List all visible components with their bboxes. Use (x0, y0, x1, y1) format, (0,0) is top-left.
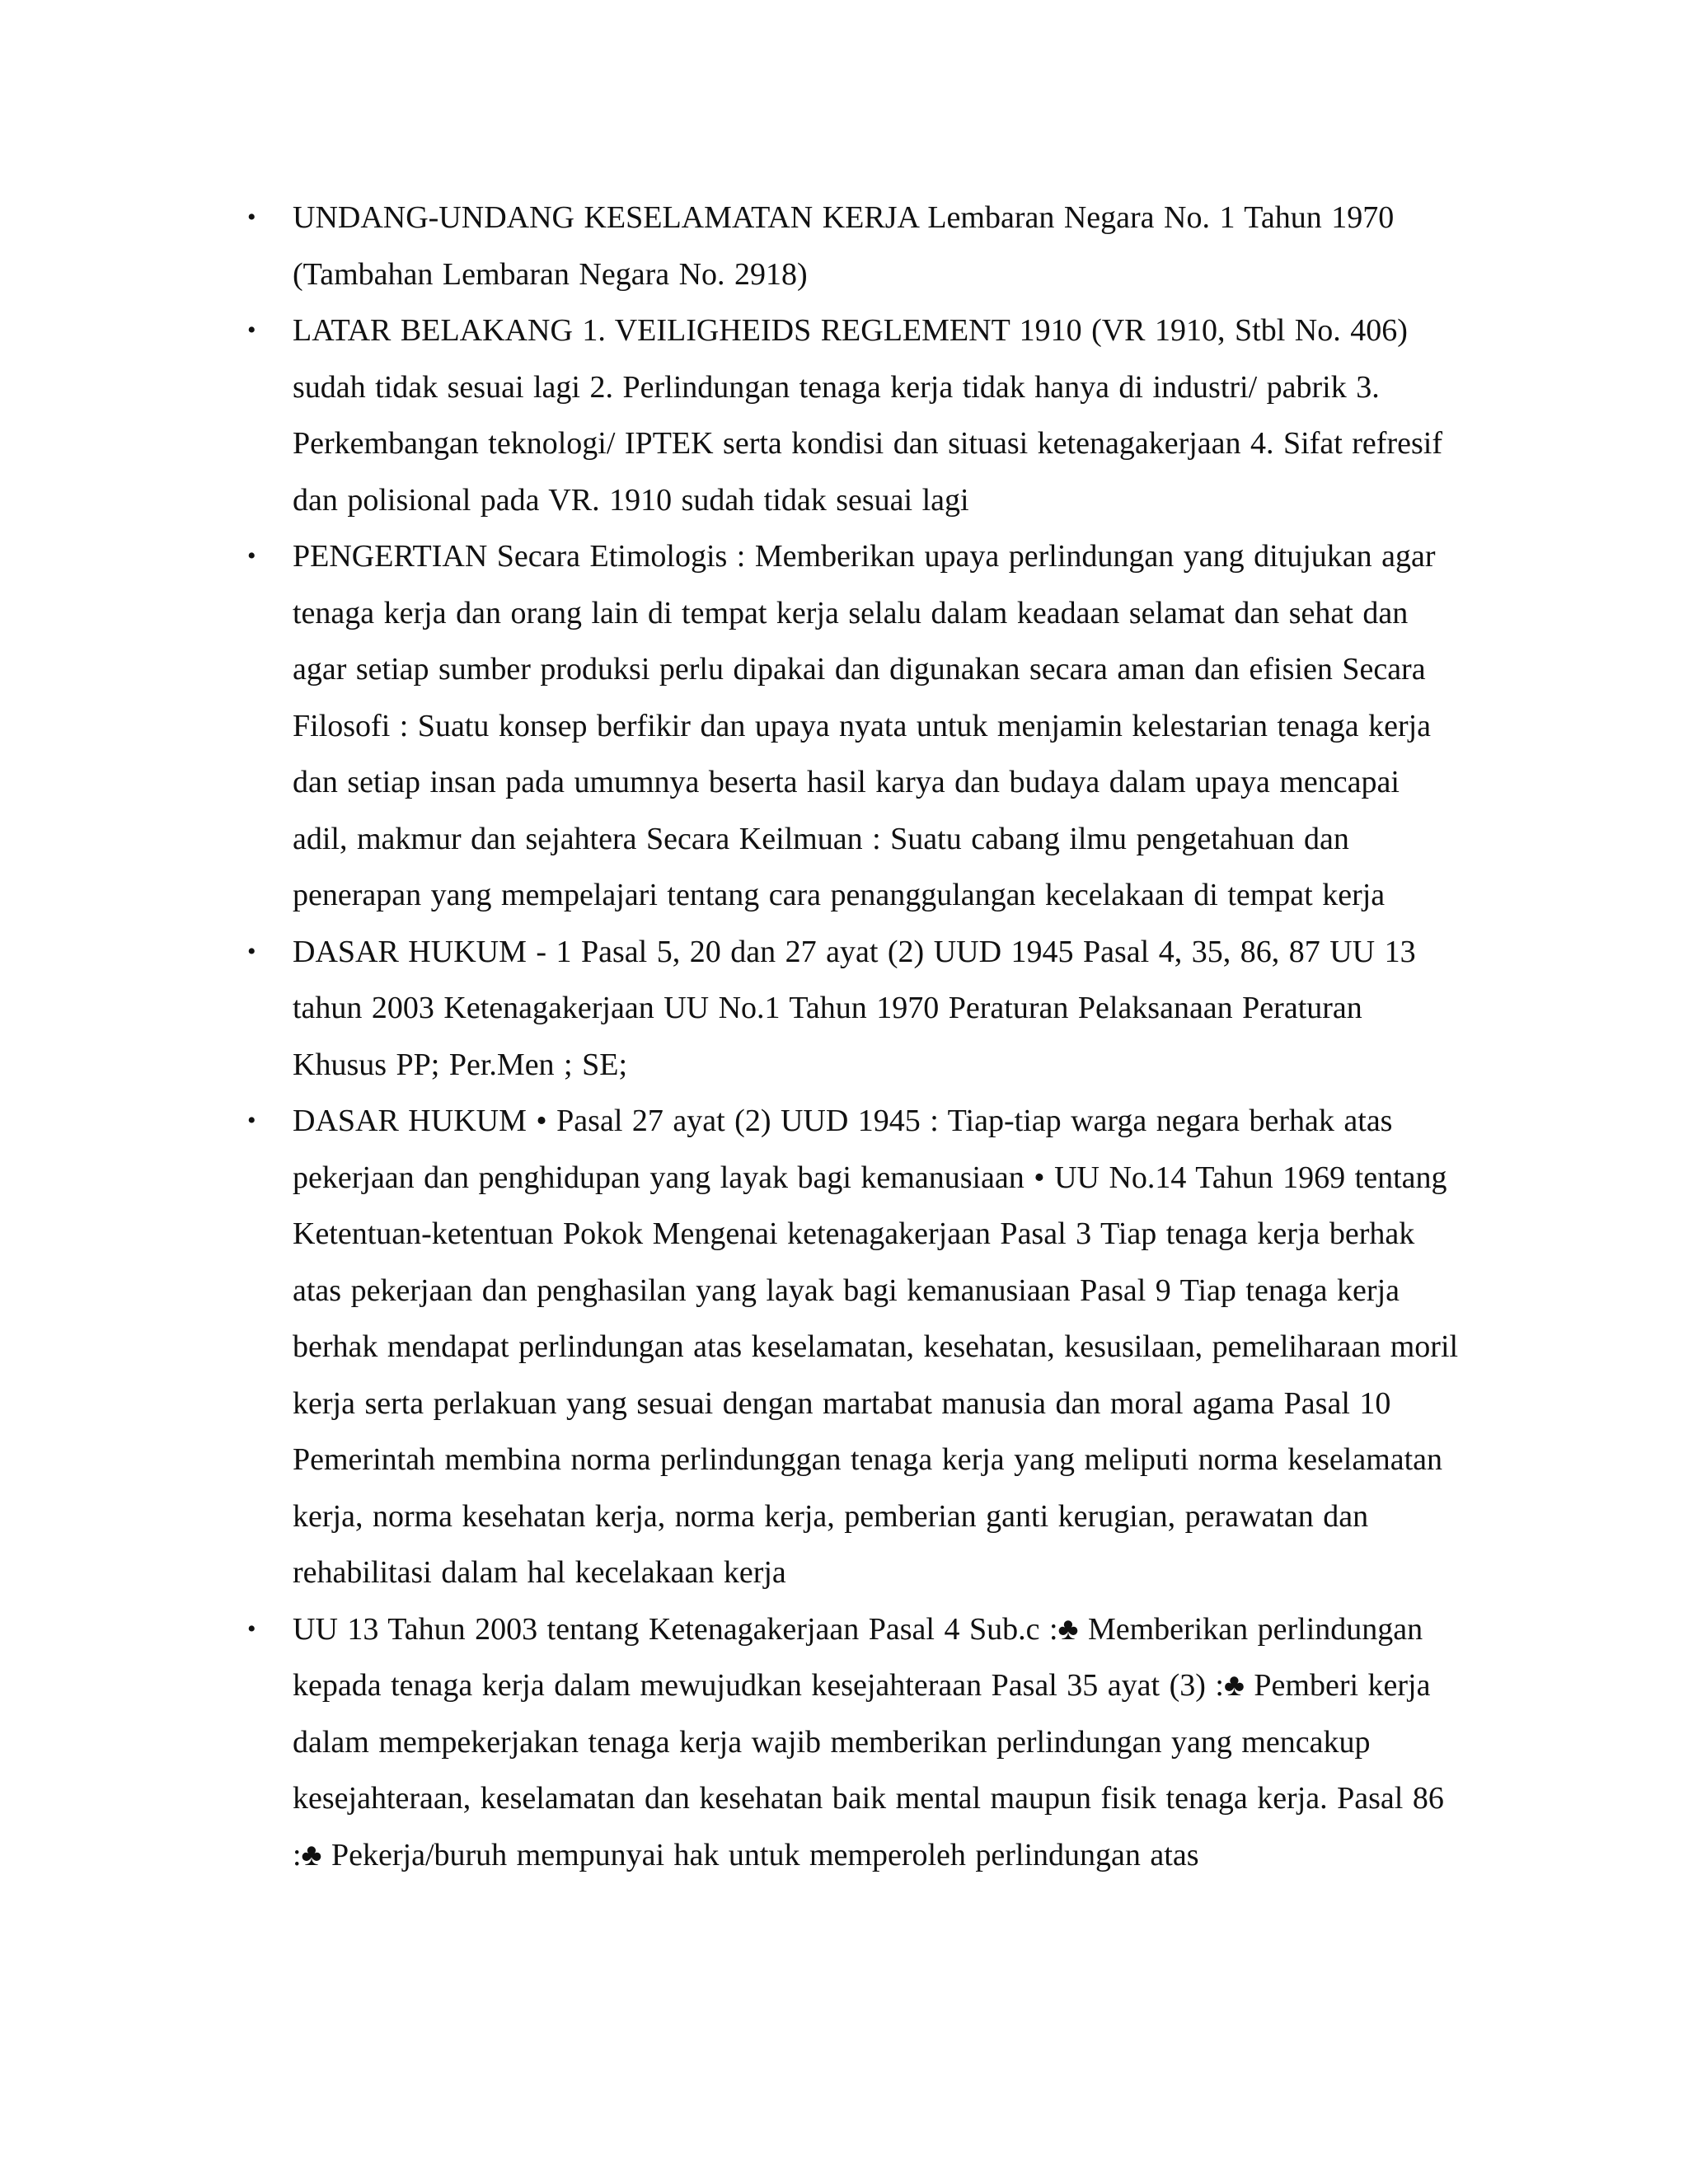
list-item-pengertian (247, 528, 1463, 924)
bullet-icon: • (247, 937, 256, 965)
list-item-text: DASAR HUKUM - 1 Pasal 5, 20 dan 27 ayat (2) UUD 1945 Pasal 4, 35, 86, 87 UU 13 tahun 2003 Ketenagakerjaan UU No.1 Tahun 1970 Peraturan Pelaksanaan Peraturan Khusus PP; Per.Men ; SE; (293, 934, 1416, 1082)
list-item-latar-belakang (247, 302, 1463, 528)
list-item-dasar-hukum-1 (247, 924, 1463, 1094)
list-item-text: UNDANG-UNDANG KESELAMATAN KERJA Lembaran Negara No. 1 Tahun 1970 (Tambahan Lembaran Negara No. 2918) (293, 200, 1395, 292)
bullet-icon: • (247, 542, 256, 569)
list-item-text: UU 13 Tahun 2003 tentang Ketenagakerjaan Pasal 4 Sub.c :♣ Memberikan perlindungan kepada tenaga kerja dalam mewujudkan kesejahteraan Pasal 35 ayat (3) :♣ Pemberi kerja dalam mempekerjakan tenaga kerja wajib memberikan perlindungan yang mencakup kesejahteraan, keselamatan dan kesehatan baik mental maupun fisik tenaga kerja. Pasal 86 :♣ Pekerja/buruh mempunyai hak untuk memperoleh perlindungan atas (293, 1611, 1444, 1872)
list-item-text: PENGERTIAN Secara Etimologis : Memberikan upaya perlindungan yang ditujukan agar tenaga kerja dan orang lain di tempat kerja selalu dalam keadaan selamat dan sehat dan agar setiap sumber produksi perlu dipakai dan digunakan secara aman dan efisien Secara Filosofi : Suatu konsep berfikir dan upaya nyata untuk menjamin kelestarian tenaga kerja dan setiap insan pada umumnya beserta hasil karya dan budaya dalam upaya mencapai adil, makmur dan sejahtera Secara Keilmuan : Suatu cabang ilmu pengetahuan dan penerapan yang mempelajari tentang cara penanggulangan kecelakaan di tempat kerja (293, 539, 1436, 912)
bullet-icon: • (247, 1107, 256, 1134)
bullet-list (247, 190, 1463, 1883)
list-item-dasar-hukum-2 (247, 1093, 1463, 1601)
list-item-text: DASAR HUKUM • Pasal 27 ayat (2) UUD 1945 : Tiap-tiap warga negara berhak atas pekerjaan dan penghidupan yang layak bagi kemanusiaan • UU No.14 Tahun 1969 tentang Ketentuan-ketentuan Pokok Mengenai ketenagakerjaan Pasal 3 Tiap tenaga kerja berhak atas pekerjaan dan penghasilan yang layak bagi kemanusiaan Pasal 9 Tiap tenaga kerja berhak mendapat perlindungan atas keselamatan, kesehatan, kesusilaan, pemeliharaan moril kerja serta perlakuan yang sesuai dengan martabat manusia dan moral agama Pasal 10 Pemerintah membina norma perlindunggan tenaga kerja yang meliputi norma keselamatan kerja, norma kesehatan kerja, norma kerja, pemberian ganti kerugian, perawatan dan rehabilitasi dalam hal kecelakaan kerja (293, 1104, 1459, 1590)
list-item-uu-13-tahun-2003 (247, 1601, 1463, 1884)
bullet-icon: • (247, 204, 256, 231)
list-item-undang-undang (247, 190, 1463, 302)
bullet-icon: • (247, 316, 256, 344)
list-item-text: LATAR BELAKANG 1. VEILIGHEIDS REGLEMENT 1910 (VR 1910, Stbl No. 406) sudah tidak sesuai lagi 2. Perlindungan tenaga kerja tidak hanya di industri/ pabrik 3. Perkembangan teknologi/ IPTEK serta kondisi dan situasi ketenagakerjaan 4. Sifat refresif dan polisional pada VR. 1910 sudah tidak sesuai lagi (293, 313, 1442, 518)
bullet-icon: • (247, 1615, 256, 1643)
